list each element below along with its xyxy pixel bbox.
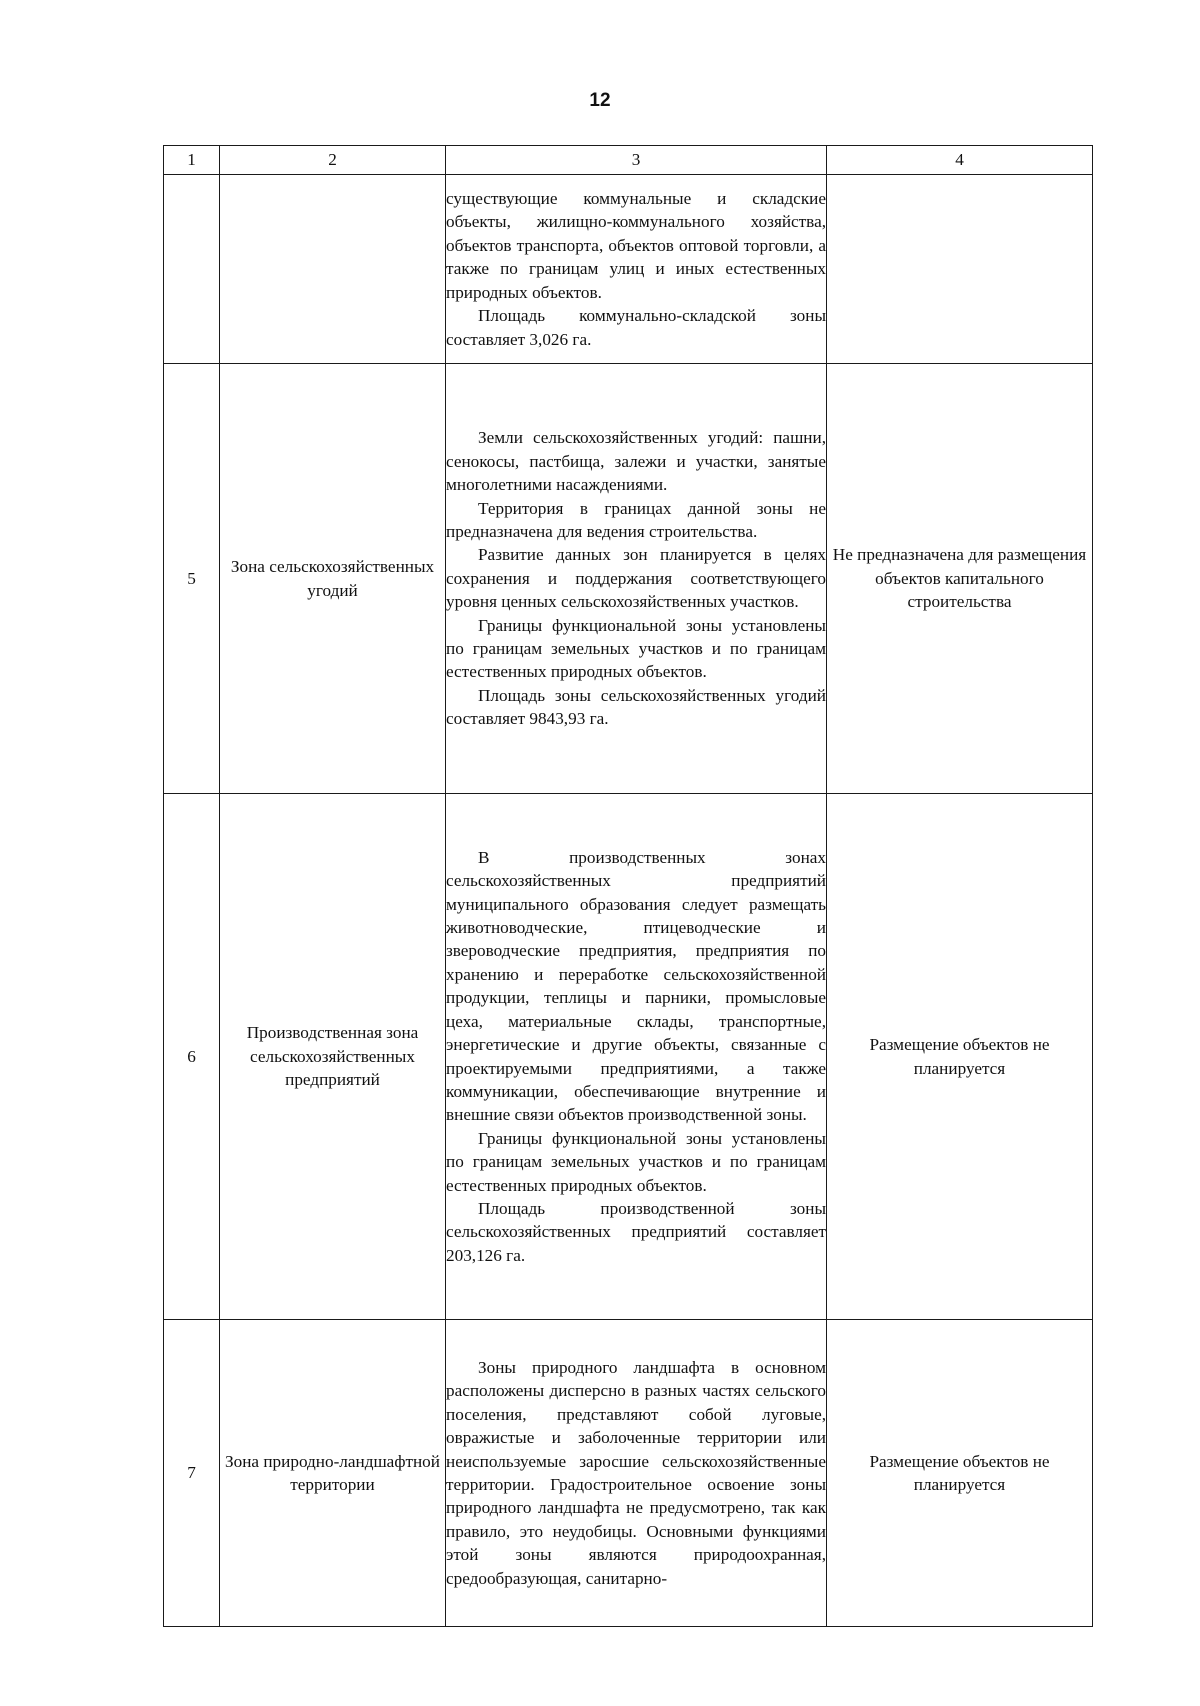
table-row bbox=[164, 1320, 1093, 1627]
description-paragraph: Площадь производственной зоны сельскохозяйственных предприятий составляет 203,126 га. bbox=[446, 1198, 826, 1265]
description-paragraph: Земли сельскохозяйственных угодий: пашни, сенокосы, пастбища, залежи и участки, занятые многолетними насаждениями. bbox=[446, 428, 826, 495]
zones-table bbox=[163, 145, 1093, 1627]
description-paragraph: Границы функциональной зоны установлены по границам земельных участков и по границам естественных природных объектов. bbox=[446, 615, 826, 682]
zone-description bbox=[446, 175, 827, 364]
description-paragraph: Территория в границах данной зоны не предназначена для ведения строительства. bbox=[446, 498, 826, 541]
row-number: 5 bbox=[164, 364, 220, 794]
zone-name bbox=[220, 175, 446, 364]
description-paragraph: Зоны природного ландшафта в основном расположены дисперсно в разных частях сельского поселения, представляют собой луговые, овражистые и заболоченные территории или неиспользуемые заросшие сельскохозяйственные территории. Градостроительное освоение зоны природного ландшафта не предусмотрено, так как правило, это неудобицы. Основными функциями этой зоны являются природоохранная, средообразующая, санитарно- bbox=[446, 1357, 826, 1588]
description-paragraph: Площадь зоны сельскохозяйственных угодий составляет 9843,93 га. bbox=[446, 685, 826, 729]
description-paragraph: Площадь коммунально-складской зоны составляет 3,026 га. bbox=[446, 306, 826, 349]
column-header-4: 4 bbox=[827, 146, 1093, 175]
zone-description bbox=[446, 364, 827, 794]
zone-description bbox=[446, 794, 827, 1320]
description-paragraph: В производственных зонах сельскохозяйственных предприятий муниципального образования следует размещать животноводческие, птицеводческие и звероводческие предприятия, предприятия по хранению и переработке сельскохозяйственной продукции, теплицы и парники, промысловые цеха, материальные склады, транспортные, энергетические и другие объекты, связанные с проектируемыми предприятиями, а также коммуникации, обеспечивающие внутренние и внешние связи объектов производственной зоны. bbox=[446, 847, 826, 1125]
row-number bbox=[164, 175, 220, 364]
description-paragraph: Границы функциональной зоны установлены по границам земельных участков и по границам естественных природных объектов. bbox=[446, 1128, 826, 1195]
zone-name: Производственная зона сельскохозяйственных предприятий bbox=[220, 794, 446, 1320]
description-paragraph: существующие коммунальные и складские объекты, жилищно-коммунального хозяйства, объектов транспорта, объектов оптовой торговли, а также по границам улиц и иных естественных природных объектов. bbox=[446, 189, 826, 302]
page-number: 12 bbox=[589, 90, 611, 111]
description-paragraph: Развитие данных зон планируется в целях сохранения и поддержания соответствующего уровня ценных сельскохозяйственных участков. bbox=[446, 545, 826, 612]
zone-name: Зона природно-ландшафтной территории bbox=[220, 1320, 446, 1627]
zone-name: Зона сельскохозяйственных угодий bbox=[220, 364, 446, 794]
table-row-continuation bbox=[164, 175, 1093, 364]
row-number: 6 bbox=[164, 794, 220, 1320]
table-row bbox=[164, 364, 1093, 794]
row-number: 7 bbox=[164, 1320, 220, 1627]
zone-note: Размещение объектов не планируется bbox=[827, 794, 1093, 1320]
column-header-3: 3 bbox=[446, 146, 827, 175]
table-header-row bbox=[164, 146, 1093, 175]
column-header-1: 1 bbox=[164, 146, 220, 175]
zone-note bbox=[827, 175, 1093, 364]
column-header-2: 2 bbox=[220, 146, 446, 175]
zone-note: Размещение объектов не планируется bbox=[827, 1320, 1093, 1627]
table-row bbox=[164, 794, 1093, 1320]
zone-note: Не предназначена для размещения объектов капитального строительства bbox=[827, 364, 1093, 794]
zone-description bbox=[446, 1320, 827, 1627]
